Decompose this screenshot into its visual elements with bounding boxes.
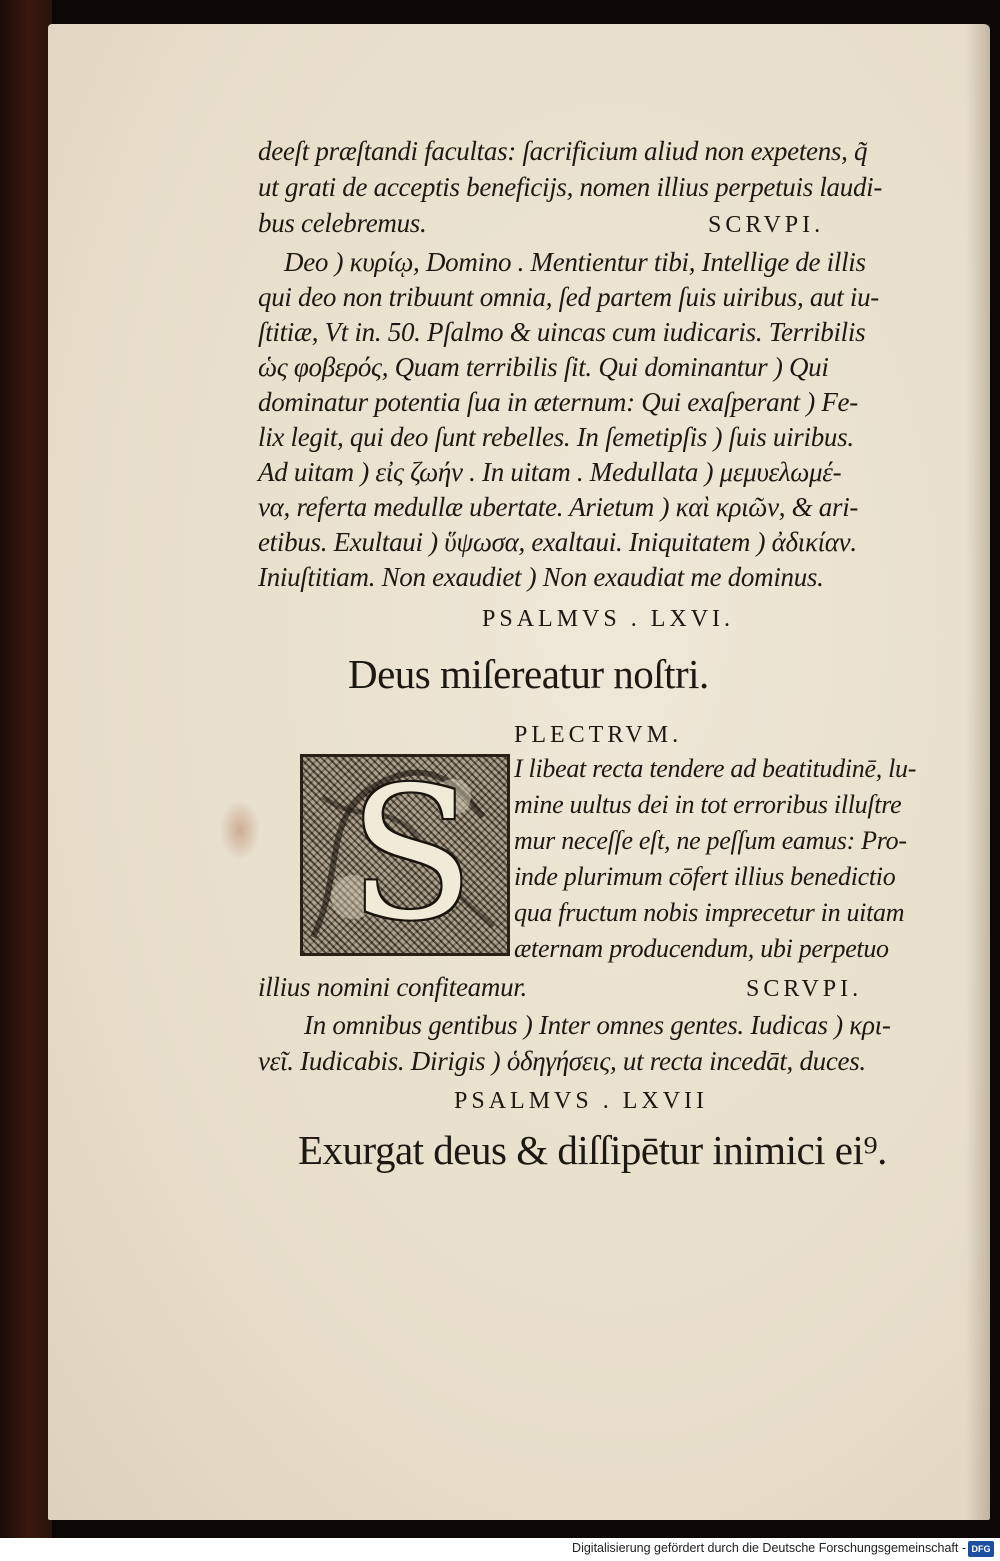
commentary-line: etibus. Exultaui ) ὕψωσα, exaltaui. Iniquitatem ) ἀδικίαν. xyxy=(258,527,857,557)
psalm-67-heading: PSALMVS . LXVII xyxy=(454,1088,709,1114)
paper-stain xyxy=(220,800,260,860)
book-spine xyxy=(0,0,52,1561)
scrupi-heading-2: SCRVPI. xyxy=(746,976,863,1002)
commentary-line: ὡς φοβερός, Quam terribilis ſit. Qui dominantur ) Qui xyxy=(258,352,829,382)
text-line: ut grati de acceptis beneficijs, nomen illius perpetuis laudi- xyxy=(258,172,883,202)
plectrum-line: æternam producendum, ubi perpetuo xyxy=(514,934,889,963)
digitization-credit: Digitalisierung gefördert durch die Deutsche Forschungsgemeinschaft - xyxy=(572,1541,966,1555)
text-line: bus celebremus. xyxy=(258,208,427,238)
commentary-line: νεῖ. Iudicabis. Dirigis ) ὁδηγήσεις, ut recta incedāt, duces. xyxy=(258,1046,866,1076)
decorated-initial xyxy=(300,754,510,956)
commentary-line: Ad uitam ) εἰς ζωήν . In uitam . Medullata ) μεμυελωμέ- xyxy=(258,457,842,487)
commentary-line: dominatur potentia ſua in æternum: Qui exaſperant ) Fe- xyxy=(258,387,858,417)
psalm-67-title: Exurgat deus & diſſipētur inimici ei⁹. xyxy=(298,1127,887,1173)
commentary-line: qui deo non tribuunt omnia, ſed partem ſuis uiribus, aut iu- xyxy=(258,282,879,312)
plectrum-line: mur neceſſe eſt, ne peſſum eamus: Pro- xyxy=(514,826,907,855)
text-line: deeſt præſtandi facultas: ſacrificium aliud non expetens, q̃ xyxy=(258,136,868,166)
commentary-line: Iniuſtitiam. Non exaudiet ) Non exaudiat me dominus. xyxy=(258,562,824,592)
dfg-logo: DFG xyxy=(968,1541,994,1557)
plectrum-line: I libeat recta tendere ad beatitudinē, lu- xyxy=(514,754,917,783)
commentary-line: In omnibus gentibus ) Inter omnes gentes. Iudicas ) κρι- xyxy=(304,1010,891,1040)
initial-letter: S xyxy=(349,754,474,956)
scrupi-heading: SCRVPI. xyxy=(708,212,825,238)
plectrum-line: mine uultus dei in tot erroribus illuſtre xyxy=(514,790,902,819)
page-edge-shadow xyxy=(966,24,990,1520)
plectrum-line: illius nomini confiteamur. xyxy=(258,972,527,1002)
commentary-line: Deo ) κυρίῳ, Domino . Mentientur tibi, Intellige de illis xyxy=(284,247,866,277)
plectrum-line: inde plurimum cōfert illius benedictio xyxy=(514,862,896,891)
commentary-line: να, referta medullæ ubertate. Arietum ) καὶ κριῶν, & ari- xyxy=(258,492,859,522)
psalm-66-title: Deus miſereatur noſtri. xyxy=(348,651,709,697)
commentary-line: lix legit, qui deo ſunt rebelles. In ſemetipſis ) ſuis uiribus. xyxy=(258,422,854,452)
psalm-66-heading: PSALMVS . LXVI. xyxy=(482,606,735,632)
plectrum-line: qua fructum nobis imprecetur in uitam xyxy=(514,898,905,927)
plectrum-heading: PLECTRVM. xyxy=(514,722,683,748)
commentary-line: ſtitiæ, Vt in. 50. Pſalmo & uincas cum iudicaris. Terribilis xyxy=(258,317,866,347)
